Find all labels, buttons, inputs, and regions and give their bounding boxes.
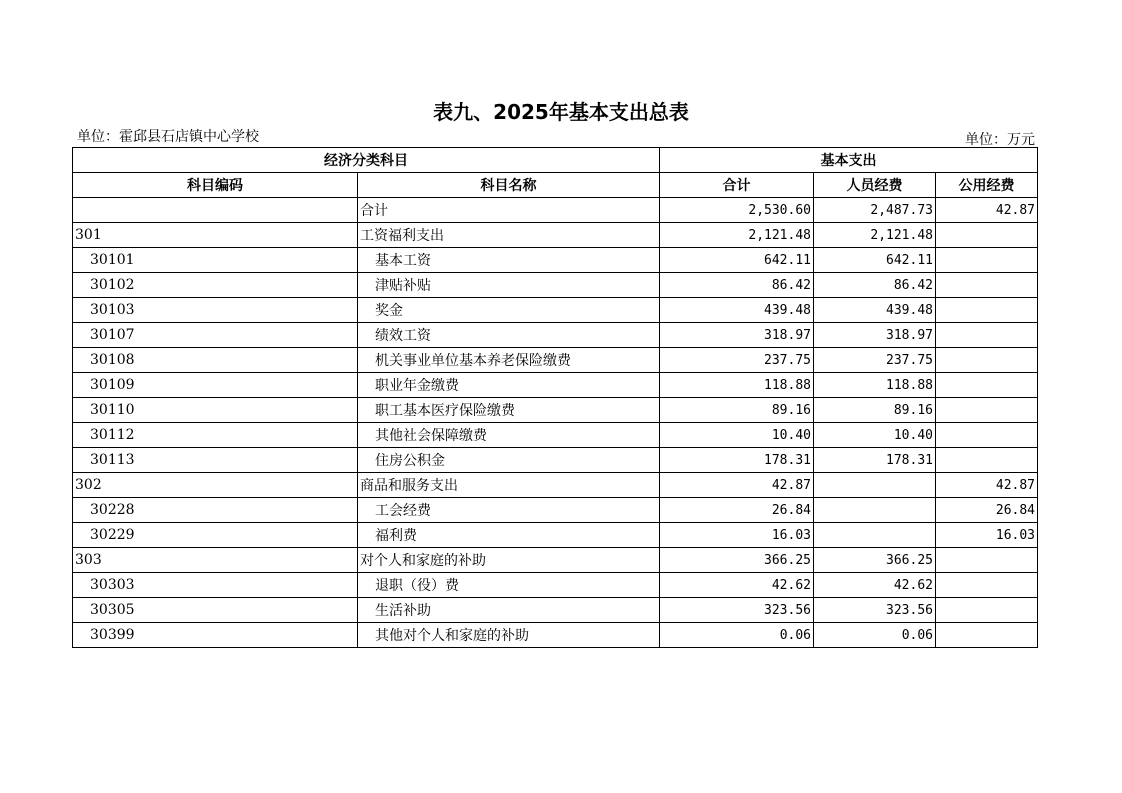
table-row — [73, 323, 1038, 348]
cell-code: 30107 — [73, 323, 358, 348]
cell-personnel — [814, 498, 936, 523]
cell-public: 42.87 — [936, 198, 1038, 223]
cell-public — [936, 348, 1038, 373]
cell-public — [936, 448, 1038, 473]
header-row-columns — [73, 173, 1038, 198]
table-row — [73, 248, 1038, 273]
cell-name: 退职（役）费 — [358, 573, 660, 598]
cell-name: 津贴补贴 — [358, 273, 660, 298]
table-row — [73, 223, 1038, 248]
unit-label-org: 单位：霍邱县石店镇中心学校 — [77, 129, 259, 145]
cell-personnel: 10.40 — [814, 423, 936, 448]
cell-public — [936, 623, 1038, 648]
cell-name: 对个人和家庭的补助 — [358, 548, 660, 573]
cell-total: 26.84 — [660, 498, 814, 523]
cell-personnel: 178.31 — [814, 448, 936, 473]
cell-name: 基本工资 — [358, 248, 660, 273]
header-row-group — [73, 148, 1038, 173]
cell-name: 商品和服务支出 — [358, 473, 660, 498]
cell-name: 工资福利支出 — [358, 223, 660, 248]
header-economic-classification: 经济分类科目 — [73, 148, 660, 173]
cell-public — [936, 423, 1038, 448]
cell-total: 118.88 — [660, 373, 814, 398]
cell-public — [936, 398, 1038, 423]
table-row — [73, 573, 1038, 598]
cell-code: 30228 — [73, 498, 358, 523]
table-row — [73, 198, 1038, 223]
cell-public — [936, 273, 1038, 298]
cell-public — [936, 298, 1038, 323]
cell-code: 30109 — [73, 373, 358, 398]
cell-code: 30305 — [73, 598, 358, 623]
cell-public — [936, 573, 1038, 598]
table-row — [73, 398, 1038, 423]
cell-total: 318.97 — [660, 323, 814, 348]
cell-total: 86.42 — [660, 273, 814, 298]
cell-total: 42.62 — [660, 573, 814, 598]
cell-code: 302 — [73, 473, 358, 498]
cell-name: 职业年金缴费 — [358, 373, 660, 398]
header-name: 科目名称 — [358, 173, 660, 198]
cell-total: 2,530.60 — [660, 198, 814, 223]
cell-code: 30399 — [73, 623, 358, 648]
cell-code: 30229 — [73, 523, 358, 548]
cell-name: 绩效工资 — [358, 323, 660, 348]
cell-code: 30101 — [73, 248, 358, 273]
cell-name: 机关事业单位基本养老保险缴费 — [358, 348, 660, 373]
cell-public: 26.84 — [936, 498, 1038, 523]
cell-code: 301 — [73, 223, 358, 248]
table-row — [73, 498, 1038, 523]
cell-personnel: 89.16 — [814, 398, 936, 423]
cell-public — [936, 373, 1038, 398]
header-public: 公用经费 — [936, 173, 1038, 198]
cell-code: 30102 — [73, 273, 358, 298]
cell-total: 10.40 — [660, 423, 814, 448]
table-row — [73, 623, 1038, 648]
unit-label-currency: 单位：万元 — [965, 132, 1035, 148]
cell-name: 生活补助 — [358, 598, 660, 623]
cell-total: 323.56 — [660, 598, 814, 623]
table-row — [73, 273, 1038, 298]
expenditure-table — [72, 147, 1038, 648]
cell-personnel: 642.11 — [814, 248, 936, 273]
cell-public: 42.87 — [936, 473, 1038, 498]
cell-name: 工会经费 — [358, 498, 660, 523]
table-row — [73, 448, 1038, 473]
cell-personnel: 2,487.73 — [814, 198, 936, 223]
cell-code: 30103 — [73, 298, 358, 323]
cell-total: 439.48 — [660, 298, 814, 323]
cell-personnel: 42.62 — [814, 573, 936, 598]
cell-total: 366.25 — [660, 548, 814, 573]
cell-name: 福利费 — [358, 523, 660, 548]
cell-personnel: 0.06 — [814, 623, 936, 648]
cell-code — [73, 198, 358, 223]
cell-personnel: 118.88 — [814, 373, 936, 398]
cell-code: 30303 — [73, 573, 358, 598]
header-basic-expenditure: 基本支出 — [660, 148, 1038, 173]
cell-public: 16.03 — [936, 523, 1038, 548]
cell-personnel: 366.25 — [814, 548, 936, 573]
table-body — [73, 148, 1038, 648]
cell-personnel: 439.48 — [814, 298, 936, 323]
table-row — [73, 423, 1038, 448]
table-row — [73, 598, 1038, 623]
cell-name: 其他社会保障缴费 — [358, 423, 660, 448]
cell-public — [936, 248, 1038, 273]
cell-total: 89.16 — [660, 398, 814, 423]
cell-code: 30113 — [73, 448, 358, 473]
cell-code: 30112 — [73, 423, 358, 448]
cell-code: 30110 — [73, 398, 358, 423]
cell-personnel: 86.42 — [814, 273, 936, 298]
cell-total: 42.87 — [660, 473, 814, 498]
cell-total: 178.31 — [660, 448, 814, 473]
cell-total: 237.75 — [660, 348, 814, 373]
cell-personnel — [814, 473, 936, 498]
cell-personnel — [814, 523, 936, 548]
cell-name: 职工基本医疗保险缴费 — [358, 398, 660, 423]
cell-name: 其他对个人和家庭的补助 — [358, 623, 660, 648]
cell-personnel: 2,121.48 — [814, 223, 936, 248]
cell-name: 奖金 — [358, 298, 660, 323]
cell-public — [936, 323, 1038, 348]
header-personnel: 人员经费 — [814, 173, 936, 198]
table-row — [73, 473, 1038, 498]
cell-code: 303 — [73, 548, 358, 573]
page-title: 表九、2025年基本支出总表 — [433, 100, 689, 124]
table-row — [73, 548, 1038, 573]
cell-total: 16.03 — [660, 523, 814, 548]
cell-name: 住房公积金 — [358, 448, 660, 473]
cell-public — [936, 598, 1038, 623]
cell-personnel: 318.97 — [814, 323, 936, 348]
cell-name: 合计 — [358, 198, 660, 223]
cell-personnel: 237.75 — [814, 348, 936, 373]
cell-personnel: 323.56 — [814, 598, 936, 623]
table-row — [73, 348, 1038, 373]
cell-total: 2,121.48 — [660, 223, 814, 248]
table-row — [73, 298, 1038, 323]
header-total: 合计 — [660, 173, 814, 198]
table-row — [73, 523, 1038, 548]
cell-public — [936, 548, 1038, 573]
table-row — [73, 373, 1038, 398]
header-code: 科目编码 — [73, 173, 358, 198]
cell-public — [936, 223, 1038, 248]
cell-code: 30108 — [73, 348, 358, 373]
cell-total: 0.06 — [660, 623, 814, 648]
cell-total: 642.11 — [660, 248, 814, 273]
